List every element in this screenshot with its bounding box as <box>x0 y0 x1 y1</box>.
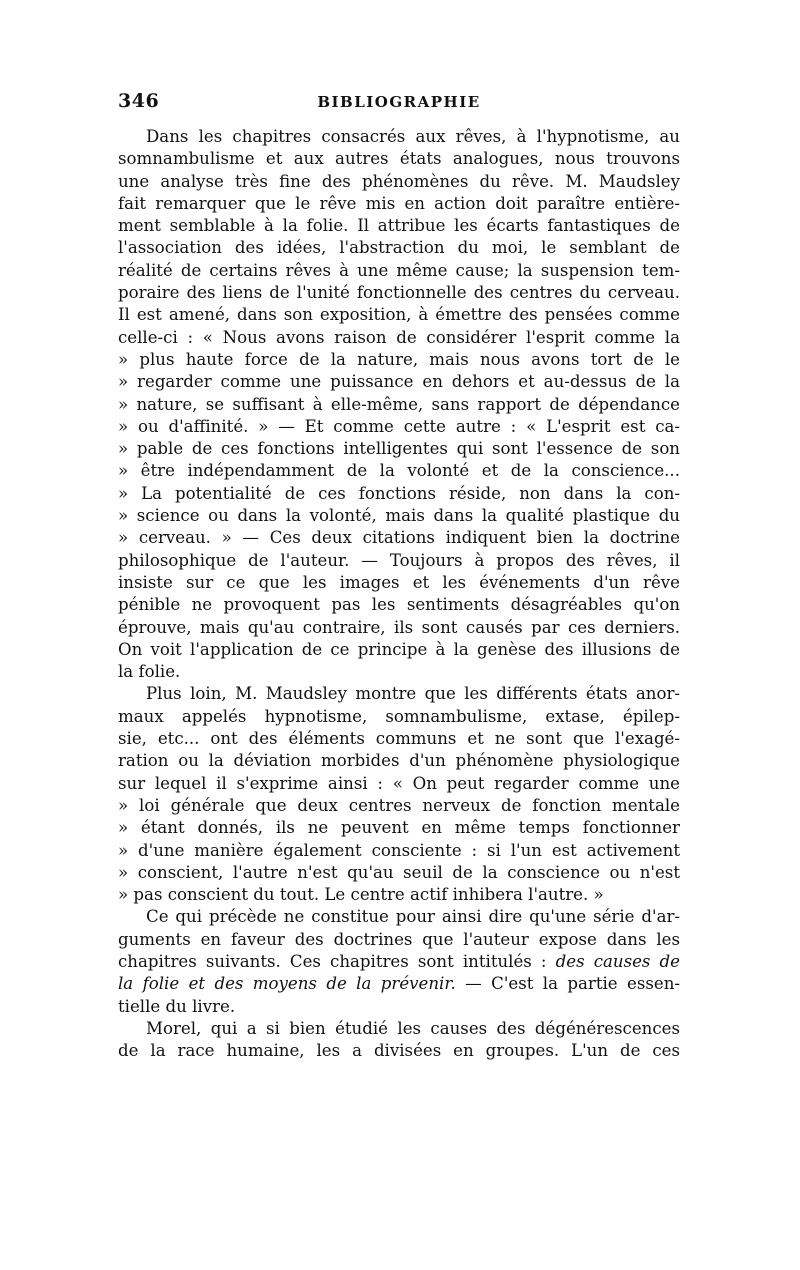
text-line: insiste sur ce que les images et les événements d'un rêve <box>118 572 680 592</box>
text-line: sie, etc... ont des éléments communs et ne sont que l'exagé- <box>118 729 680 749</box>
text-line: ration ou la déviation morbides d'un phénomène physiologique <box>118 751 680 771</box>
text-line: maux appelés hypnotisme, somnambulisme, extase, épilep- <box>118 706 680 726</box>
text-line: l'association des idées, l'abstraction du moi, le semblant de <box>118 238 680 258</box>
text-line: » cerveau. » — Ces deux citations indiquent bien la doctrine <box>118 528 680 548</box>
text-line: » pable de ces fonctions intelligentes qui sont l'essence de son <box>118 439 680 459</box>
text-line: » conscient, l'autre n'est qu'au seuil de la conscience ou n'est <box>118 862 680 882</box>
text-line: On voit l'application de ce principe à la genèse des illusions de <box>118 639 680 659</box>
text-line: Plus loin, M. Maudsley montre que les différents états anor- <box>146 684 680 704</box>
text-line: Dans les chapitres consacrés aux rêves, à l'hypnotisme, au <box>146 127 680 146</box>
text-line: sur lequel il s'exprime ainsi : « On peut regarder comme une <box>118 773 680 793</box>
running-title: BIBLIOGRAPHIE <box>317 93 481 111</box>
text-line: guments en faveur des doctrines que l'auteur expose dans les <box>118 929 680 949</box>
text-line: celle-ci : « Nous avons raison de considérer l'esprit comme la <box>118 327 680 347</box>
text-line: » loi générale que deux centres nerveux de fonction mentale <box>118 795 680 815</box>
text-line: somnambulisme et aux autres états analogues, nous trouvons <box>118 149 680 169</box>
text-line: » ou d'affinité. » — Et comme cette autre : « L'esprit est ca- <box>118 416 680 436</box>
text-line: la folie. <box>118 662 181 682</box>
text-line: tielle du livre. <box>118 996 236 1016</box>
text-line: Ce qui précède ne constitue pour ainsi dire qu'une série d'ar- <box>146 907 680 927</box>
line-text: chapitres suivants. Ces chapitres sont intitulés : <box>118 951 547 971</box>
text-line: éprouve, mais qu'au contraire, ils sont causés par ces derniers. <box>118 617 680 637</box>
text-line: fait remarquer que le rêve mis en action doit paraître entière- <box>118 193 680 213</box>
text-line: » regarder comme une puissance en dehors et au-dessus de la <box>118 372 680 392</box>
text-line: » être indépendamment de la volonté et de la conscience... <box>118 461 680 481</box>
text-line: Il est amené, dans son exposition, à émettre des pensées comme <box>118 305 680 325</box>
page-header <box>118 90 680 120</box>
line-text: — C'est la partie essen- <box>455 974 680 994</box>
text-line: » nature, se suffisant à elle-même, sans rapport de dépendance <box>118 394 680 414</box>
text-line: une analyse très fine des phénomènes du rêve. M. Maudsley <box>118 171 680 191</box>
text-line: » d'une manière également consciente : si l'un est activement <box>118 840 680 860</box>
page-body <box>118 126 680 1062</box>
text-line: de la race humaine, les a divisées en groupes. L'un de ces <box>118 1041 680 1061</box>
text-line: » science ou dans la volonté, mais dans la qualité plastique du <box>118 506 680 526</box>
text-line: » La potentialité de ces fonctions réside, non dans la con- <box>118 483 680 503</box>
text-line <box>118 951 680 973</box>
italic-title-fragment: des causes de <box>555 951 680 971</box>
text-line: » pas conscient du tout. Le centre actif inhibera l'autre. » <box>118 885 604 905</box>
page-number: 346 <box>118 90 160 112</box>
text-line: » étant donnés, ils ne peuvent en même temps fonctionner <box>118 818 680 838</box>
text-line: réalité de certains rêves à une même cause; la suspension tem- <box>118 260 680 280</box>
text-line: Morel, qui a si bien étudié les causes des dégénérescences <box>146 1018 680 1038</box>
text-line: poraire des liens de l'unité fonctionnelle des centres du cerveau. <box>118 283 680 303</box>
text-line: » plus haute force de la nature, mais nous avons tort de le <box>118 349 680 369</box>
text-line: ment semblable à la folie. Il attribue les écarts fantastiques de <box>118 216 680 236</box>
italic-title-fragment: la folie et des moyens de la prévenir. <box>118 974 456 994</box>
text-line: philosophique de l'auteur. — Toujours à propos des rêves, il <box>118 550 680 570</box>
text-line: pénible ne provoquent pas les sentiments désagréables qu'on <box>118 595 680 615</box>
text-line <box>118 973 680 995</box>
